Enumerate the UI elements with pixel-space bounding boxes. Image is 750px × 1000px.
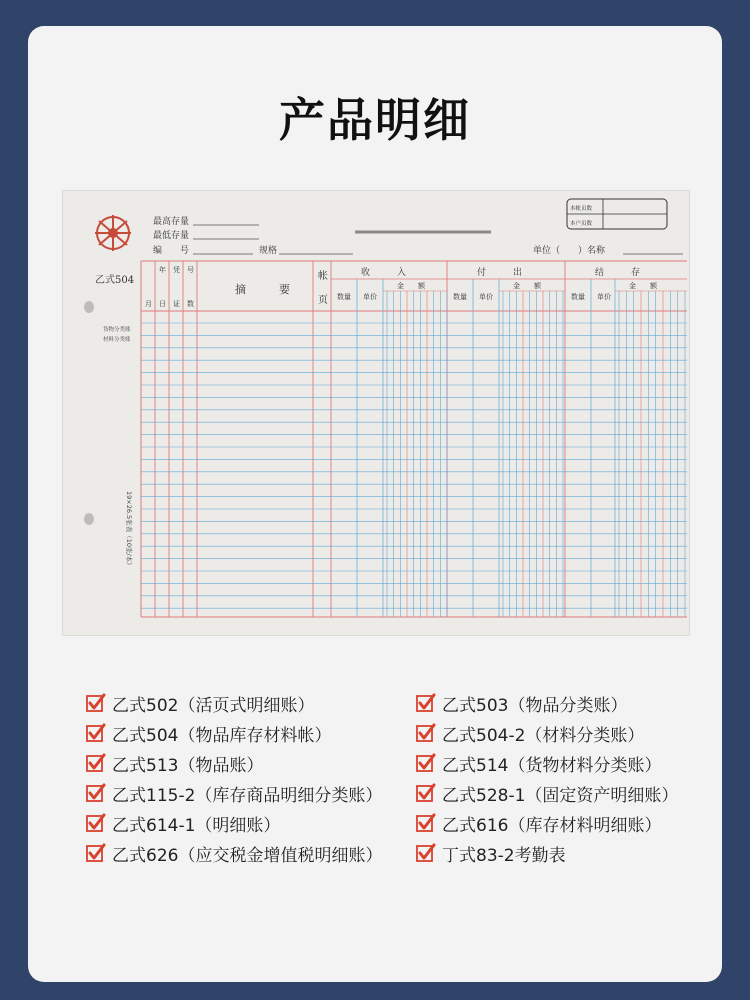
check-icon <box>416 783 436 803</box>
side-label-materials: 材料分类账 <box>103 337 131 343</box>
list-row <box>86 748 716 778</box>
product-label: 乙式626（应交税金增值税明细账） <box>112 845 383 866</box>
header-income-qty: 数量 <box>337 293 351 301</box>
list-item <box>86 691 416 716</box>
list-item <box>86 751 416 776</box>
header-summary: 摘 要 <box>235 283 290 296</box>
vertical-size-note: 19×26.5张表（10张/本） <box>125 491 133 569</box>
list-item <box>416 691 716 716</box>
header-expense-price: 单价 <box>479 293 493 301</box>
check-icon <box>86 693 106 713</box>
header-account-top: 帐 <box>318 271 328 282</box>
list-item <box>416 811 716 836</box>
max-stock-label: 最高存量 <box>153 217 190 227</box>
list-item <box>86 841 416 866</box>
binder-hole-bottom <box>84 513 94 525</box>
ledger-sheet-svg <box>63 191 690 636</box>
product-label: 乙式504-2（材料分类账） <box>442 725 645 746</box>
page-box-line1: 本帐页数 <box>570 206 593 212</box>
product-label: 丁式83-2考勤表 <box>442 845 566 866</box>
product-card <box>28 26 722 982</box>
list-item <box>86 811 416 836</box>
list-row <box>86 808 716 838</box>
header-expense-qty: 数量 <box>453 293 467 301</box>
list-item <box>86 721 416 746</box>
check-icon <box>416 753 436 773</box>
check-icon <box>86 723 106 743</box>
list-item <box>86 781 416 806</box>
list-row <box>86 688 716 718</box>
page-title: 产品明细 <box>279 93 471 147</box>
header-income-amount: 金 额 <box>397 282 425 290</box>
check-icon <box>416 843 436 863</box>
product-list <box>86 688 716 868</box>
product-label: 乙式514（货物材料分类账） <box>442 755 662 776</box>
check-icon <box>416 693 436 713</box>
list-item <box>416 751 716 776</box>
check-icon <box>416 723 436 743</box>
binder-hole-top <box>84 301 94 313</box>
product-label: 乙式504（物品库存材料帐） <box>112 725 332 746</box>
side-label-goods: 货物分类账 <box>103 327 131 333</box>
check-icon <box>416 813 436 833</box>
list-item <box>416 841 716 866</box>
header-num: 数 <box>187 300 194 308</box>
header-cert: 证 <box>173 300 180 308</box>
min-stock-label: 最低存量 <box>153 231 190 241</box>
product-label: 乙式115-2（库存商品明细分类账） <box>112 785 383 806</box>
list-row <box>86 778 716 808</box>
check-icon <box>86 783 106 803</box>
ledger-photo <box>62 190 690 636</box>
product-label: 乙式503（物品分类账） <box>442 695 628 716</box>
check-icon <box>86 813 106 833</box>
unit-name-label: 单位（ ）名称 <box>533 246 606 256</box>
list-item <box>416 781 716 806</box>
header-year: 年 <box>159 266 166 274</box>
header-balance-price: 单价 <box>597 293 611 301</box>
header-voucher: 凭 号 <box>173 266 194 274</box>
header-day: 日 <box>159 300 166 308</box>
check-icon <box>86 753 106 773</box>
header-income-price: 单价 <box>363 293 377 301</box>
product-label: 乙式528-1（固定资产明细账） <box>442 785 679 806</box>
header-income: 收 入 <box>361 268 407 278</box>
number-label: 编 号 <box>153 246 190 256</box>
form-code-label: 乙式504 <box>95 275 135 286</box>
header-balance-amount: 金 额 <box>629 282 657 290</box>
product-label: 乙式616（库存材料明细账） <box>442 815 662 836</box>
list-row <box>86 838 716 868</box>
header-expense-amount: 金 额 <box>513 282 541 290</box>
list-item <box>416 721 716 746</box>
header-month: 月 <box>145 300 152 308</box>
spec-label: 规格 <box>259 246 278 256</box>
header-account-bottom: 页 <box>318 295 328 306</box>
header-balance-qty: 数量 <box>571 293 585 301</box>
list-row <box>86 718 716 748</box>
page-box-line2: 本户页数 <box>570 221 593 227</box>
product-label: 乙式513（物品账） <box>112 755 264 776</box>
header-balance: 结 存 <box>595 268 641 278</box>
check-icon <box>86 843 106 863</box>
product-label: 乙式614-1（明细账） <box>112 815 281 836</box>
header-expense: 付 出 <box>477 268 523 278</box>
product-label: 乙式502（活页式明细账） <box>112 695 315 716</box>
